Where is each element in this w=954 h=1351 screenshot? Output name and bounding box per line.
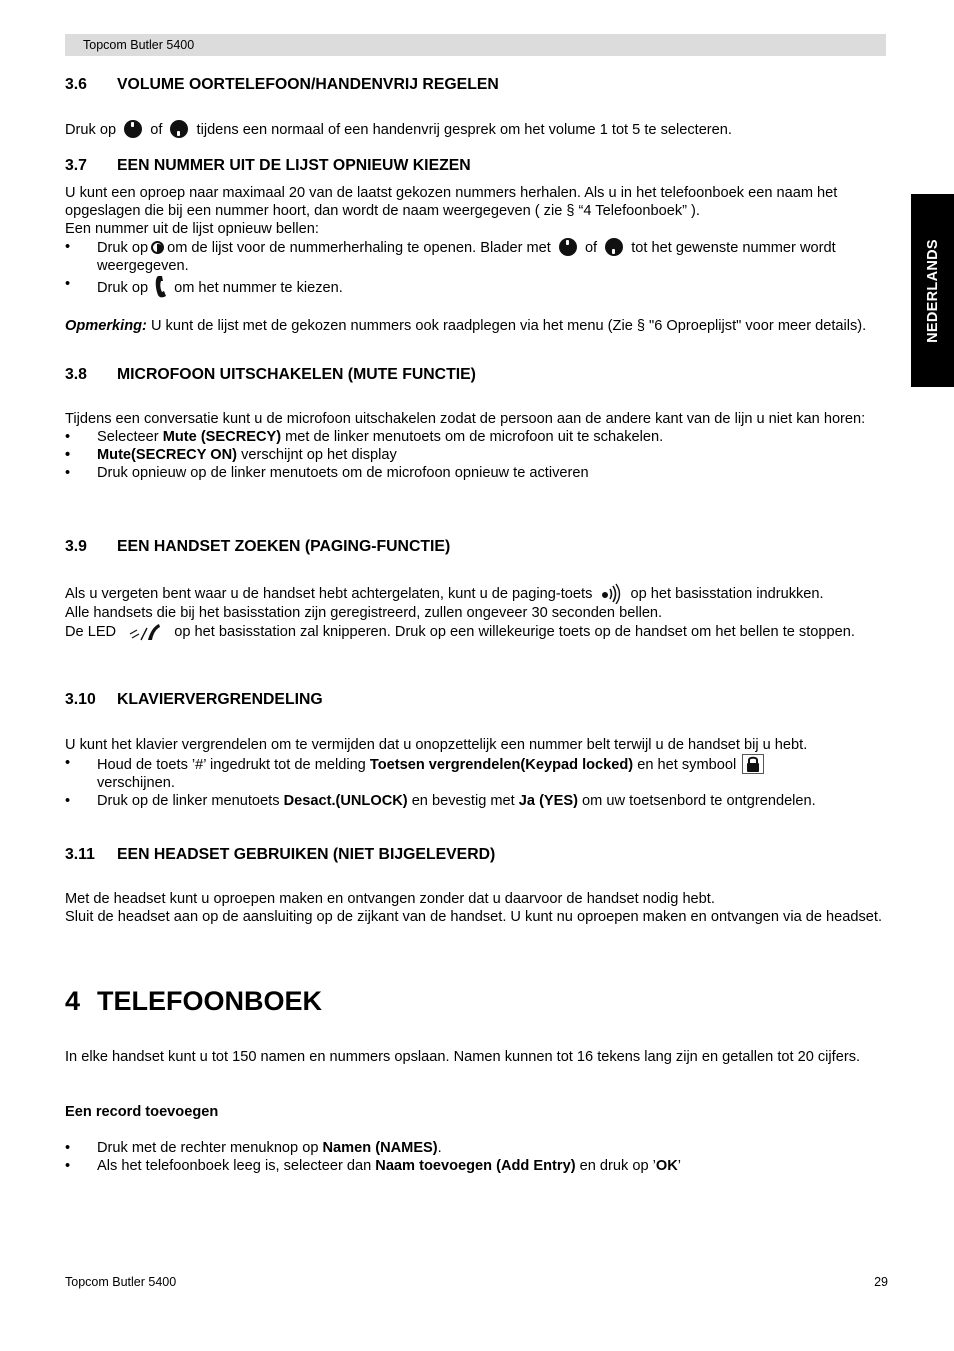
running-header [65,34,886,56]
note [65,317,887,335]
text: om de lijst voor de nummerherhaling te openen. Blader met [167,240,551,256]
display-label: Toetsen vergrendelen(Keypad locked) [369,757,634,773]
paragraph: Alle handsets die bij het basisstation zijn geregistreerd, zullen ongeveer 30 seconden bellen. [65,605,663,621]
note-label: Opmerking: [65,318,147,334]
section-heading-3-11 [65,845,495,865]
list-item [65,428,887,446]
menu-label: OK [655,1158,678,1174]
text: of [584,240,598,256]
text: De LED [65,624,117,640]
text: Druk met de rechter menuknop op [97,1140,323,1156]
section-heading-3-6 [65,75,499,95]
chapter-number: 4 [65,986,81,1016]
section-4-list [65,1139,887,1175]
text: om het nummer te kiezen. [174,280,343,296]
section-title: EEN HEADSET GEBRUIKEN (NIET BIJGELEVERD) [117,846,496,863]
list-item [65,1139,887,1157]
paging-key-icon [600,582,622,604]
text: In elke handset kunt u tot 150 namen en nummers opslaan. Namen kunnen tot 16 tekens lang zijn en getallen tot 20 cijfers. [65,1049,861,1065]
text: om uw toetsenbord te ontgrendelen. [578,793,816,809]
text: en het symbool [633,757,737,773]
header-title: Topcom Butler 5400 [83,38,195,52]
text: tijdens een normaal of een handenvrij gesprek om het volume 1 tot 5 te selecteren. [196,122,732,138]
section-heading-3-8 [65,365,476,385]
list-item [65,446,887,464]
paragraph: Sluit de headset aan op de aansluiting op de zijkant van de handset. U kunt nu oproepen maken en ontvangen via de headset. [65,909,883,925]
text: ’ [677,1158,682,1174]
text: verschijnt op het display [237,447,397,463]
paragraph: U kunt een oproep naar maximaal 20 van de laatst gekozen nummers herhalen. Als u in het telefoonboek een naam het opgeslagen die bij een nummer hoort, dan wordt de naam weergegeven ( zie § “4 Telefoonboek” ). [65,185,838,219]
paragraph: Met de headset kunt u oproepen maken en ontvangen zonder dat u daarvoor de handset nodig hebt. [65,891,715,907]
section-heading-3-9 [65,537,450,557]
text: Druk op [97,240,149,256]
text: en druk op ’ [575,1158,656,1174]
led-icon [128,622,162,642]
language-tab [911,194,954,387]
section-title: EEN HANDSET ZOEKEN (PAGING-FUNCTIE) [117,538,451,555]
text: tot het gewenste nummer wordt weergegeven. [97,240,836,274]
display-label: Mute(SECRECY ON) [97,447,238,463]
menu-label: Desact.(UNLOCK) [283,793,408,809]
text: Houd de toets ’#’ ingedrukt tot de melding [97,757,370,773]
section-3-9-body [65,582,887,642]
section-3-10-body [65,736,887,810]
text: Druk op de linker menutoets [97,793,284,809]
language-tab-label: NEDERLANDS [924,238,941,343]
section-3-11-body [65,890,887,926]
subheading-text: Een record toevoegen [65,1104,219,1120]
text: verschijnen. [97,775,175,791]
text: Druk opnieuw op de linker menutoets om de microfoon opnieuw te activeren [97,465,589,481]
text: Druk op [65,122,117,138]
volume-down-key-icon [170,120,188,138]
list-item [65,1157,887,1175]
menu-label: Mute (SECRECY) [162,429,282,445]
paragraph [65,582,887,604]
section-number: 3.10 [65,691,96,708]
text: met de linker menutoets om de microfoon uit te schakelen. [281,429,664,445]
paragraph: Een nummer uit de lijst opnieuw bellen: [65,221,319,237]
paragraph [65,622,887,642]
lock-icon [742,754,764,774]
scroll-down-key-icon [605,238,623,256]
paragraph: Tijdens een conversatie kunt u de microfoon uitschakelen zodat de persoon aan de andere kant van de lijn u niet kan horen: [65,411,866,427]
section-title: VOLUME OORTELEFOON/HANDENVRIJ REGELEN [117,76,499,93]
paragraph [65,1048,887,1066]
paragraph: U kunt het klavier vergrendelen om te vermijden dat u onopzettelijk een nummer belt terwijl u de handset bij u hebt. [65,737,808,753]
section-number: 3.6 [65,76,87,93]
text: Als u vergeten bent waar u de handset hebt achtergelaten, kunt u de paging-toets [65,586,593,602]
text: of [150,122,163,138]
section-heading-3-7 [65,156,471,176]
section-number: 3.9 [65,538,87,555]
text: Druk op [97,280,149,296]
volume-up-key-icon [124,120,142,138]
note-text: U kunt de lijst met de gekozen nummers ook raadplegen via het menu (Zie § "6 Oproeplijst" voor meer details). [146,318,867,334]
section-number: 3.8 [65,366,87,383]
list-item [65,792,887,810]
call-key-icon [154,275,168,299]
text: op het basisstation zal knipperen. Druk op een willekeurige toets op de handset om het bellen te stoppen. [174,624,855,640]
section-3-8-body [65,410,887,482]
menu-label: Namen (NAMES) [322,1140,438,1156]
menu-label: Ja (YES) [518,793,578,809]
chapter-title: TELEFOONBOEK [97,986,323,1016]
footer-title: Topcom Butler 5400 [65,1275,177,1289]
section-title: MICROFOON UITSCHAKELEN (MUTE FUNCTIE) [117,366,476,383]
menu-label: Naam toevoegen (Add Entry) [375,1158,576,1174]
section-number: 3.7 [65,157,87,174]
text: en bevestig met [407,793,519,809]
section-title: KLAVIERVERGRENDELING [117,691,323,708]
subheading [65,1103,887,1121]
list-item [65,754,887,792]
text: op het basisstation indrukken. [630,586,824,602]
section-title: EEN NUMMER UIT DE LIJST OPNIEUW KIEZEN [117,157,471,174]
text: Als het telefoonboek leeg is, selecteer dan [97,1158,376,1174]
text: Selecteer [97,429,163,445]
list-item [65,238,887,275]
chapter-heading-4 [65,984,322,1018]
list-item [65,275,887,299]
section-heading-3-10 [65,690,323,710]
page-number: 29 [874,1275,888,1289]
paragraph [65,120,887,139]
scroll-up-key-icon [559,238,577,256]
section-number: 3.11 [65,846,95,863]
redial-key-icon [151,241,164,254]
list-item [65,464,887,482]
section-3-7-body [65,184,887,335]
text: . [437,1140,442,1156]
